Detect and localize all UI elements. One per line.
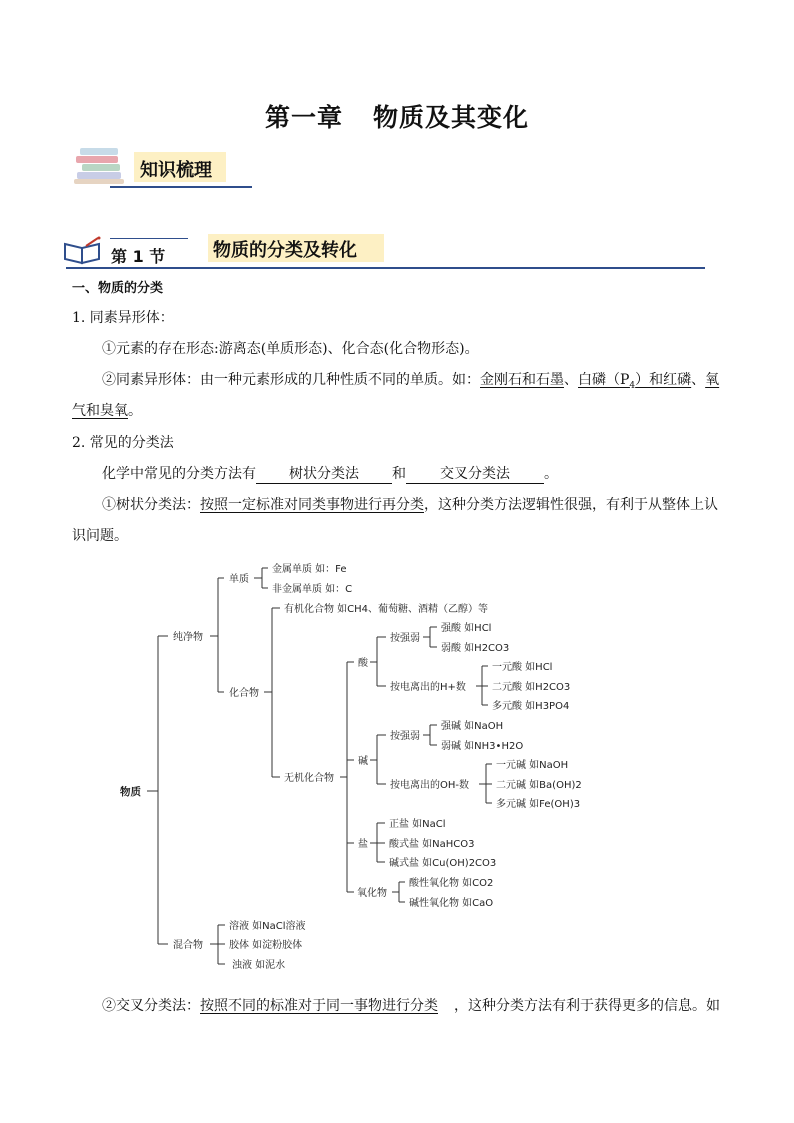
tree-base: 碱 [358,756,368,767]
heading-classification: 一、物质的分类 [72,281,164,296]
tree-weak-base: 弱碱 如NH3•H2O [441,741,524,752]
example-oxygen-b: 气和臭氧 [72,403,128,419]
tree-compound: 化合物 [229,688,259,699]
tree-di-acid: 二元酸 如H2CO3 [492,682,571,693]
tree-method-line: ①树状分类法：按照一定标准对同类事物进行再分类，这种分类方法逻辑性很强，有利于从整体上认 [102,497,718,513]
title-chapter: 第一章 [264,103,343,132]
tree-poly-acid: 多元酸 如H3PO4 [492,701,570,712]
tree-suspension: 浊液 如泥水 [232,960,286,971]
item-2-intro: 化学中常见的分类方法有 树状分类法 和 交叉分类法 。 [102,463,558,484]
tree-poly-base: 多元碱 如Fe(OH)3 [496,799,581,810]
tree-base-oh: 按电离出的OH-数 [390,780,469,791]
section-title: 物质的分类及转化 [213,240,357,261]
example-phosphorus: 白磷$(P_4)$和红磷 [578,372,692,391]
tree-salt: 盐 [358,839,368,850]
tree-elemental: 单质 [229,574,249,585]
item-1-line-2: ②同素异形体：由一种元素形成的几种性质不同的单质。如：金刚石和石墨、白磷$(P_4)$和红磷、氧 [102,372,720,391]
tree-acid: 酸 [358,658,368,669]
tree-di-base: 二元碱 如Ba(OH)2 [496,780,582,791]
section-label: 第 1 节 [111,247,166,266]
blank-method-1: 树状分类法 [256,463,392,484]
knowledge-header: 知识梳理 [140,160,212,181]
blank-method-2: 交叉分类法 [406,463,544,484]
tree-inorganic: 无机化合物 [284,773,334,784]
tree-normal-salt: 正盐 如NaCl [389,819,446,830]
tree-oxide: 氧化物 [357,888,387,899]
tree-solution: 溶液 如NaCl溶液 [229,921,306,932]
title-topic: 物质及其变化 [373,103,530,132]
tree-acid-salt: 酸式盐 如NaHCO3 [389,839,475,850]
tree-nonmetal: 非金属单质 如：C [272,584,353,595]
tree-basic-oxide: 碱性氧化物 如CaO [409,898,494,909]
tree-mixture: 混合物 [173,940,203,951]
tree-acidic-oxide: 酸性氧化物 如CO2 [409,878,494,889]
tree-mono-base: 一元碱 如NaOH [496,760,569,771]
tree-organic: 有机化合物 如CH4、葡萄糖、酒精（乙醇）等 [284,604,489,615]
tree-colloid: 胶体 如淀粉胶体 [229,940,303,951]
tree-acid-h: 按电离出的H+数 [390,682,466,693]
tree-metal: 金属单质 如：Fe [272,564,347,575]
tree-strong-acid: 强酸 如HCl [441,623,492,634]
example-diamond-graphite: 金刚石和石墨 [480,372,564,388]
tree-method-definition: 按照一定标准对同类事物进行再分类 [200,497,424,513]
item-1-line-1: ①元素的存在形态:游离态(单质形态)、化合态(化合物形态)。 [102,341,479,357]
item-1-title: 1. 同素异形体： [72,310,174,326]
cross-method-definition: 按照不同的标准对于同一事物进行分类 [200,998,438,1014]
tree-mono-acid: 一元酸 如HCl [492,662,553,673]
tree-method-line-2: 识问题。 [72,528,128,544]
tree-weak-acid: 弱酸 如H2CO3 [441,643,510,654]
item-2-title: 2. 常见的分类法 [72,435,174,451]
item-1-line-3: 气和臭氧。 [72,403,142,419]
example-oxygen-a: 氧 [705,372,720,388]
tree-root: 物质 [120,786,141,798]
cross-method-line: ②交叉分类法：按照不同的标准对于同一事物进行分类 ，这种分类方法有利于获得更多的信息。如 [102,998,720,1014]
tree-base-strength: 按强弱 [390,731,420,742]
tree-pure: 纯净物 [173,632,203,643]
tree-basic-salt: 碱式盐 如Cu(OH)2CO3 [389,858,497,869]
tree-strong-base: 强碱 如NaOH [441,721,504,732]
tree-acid-strength: 按强弱 [390,633,420,644]
